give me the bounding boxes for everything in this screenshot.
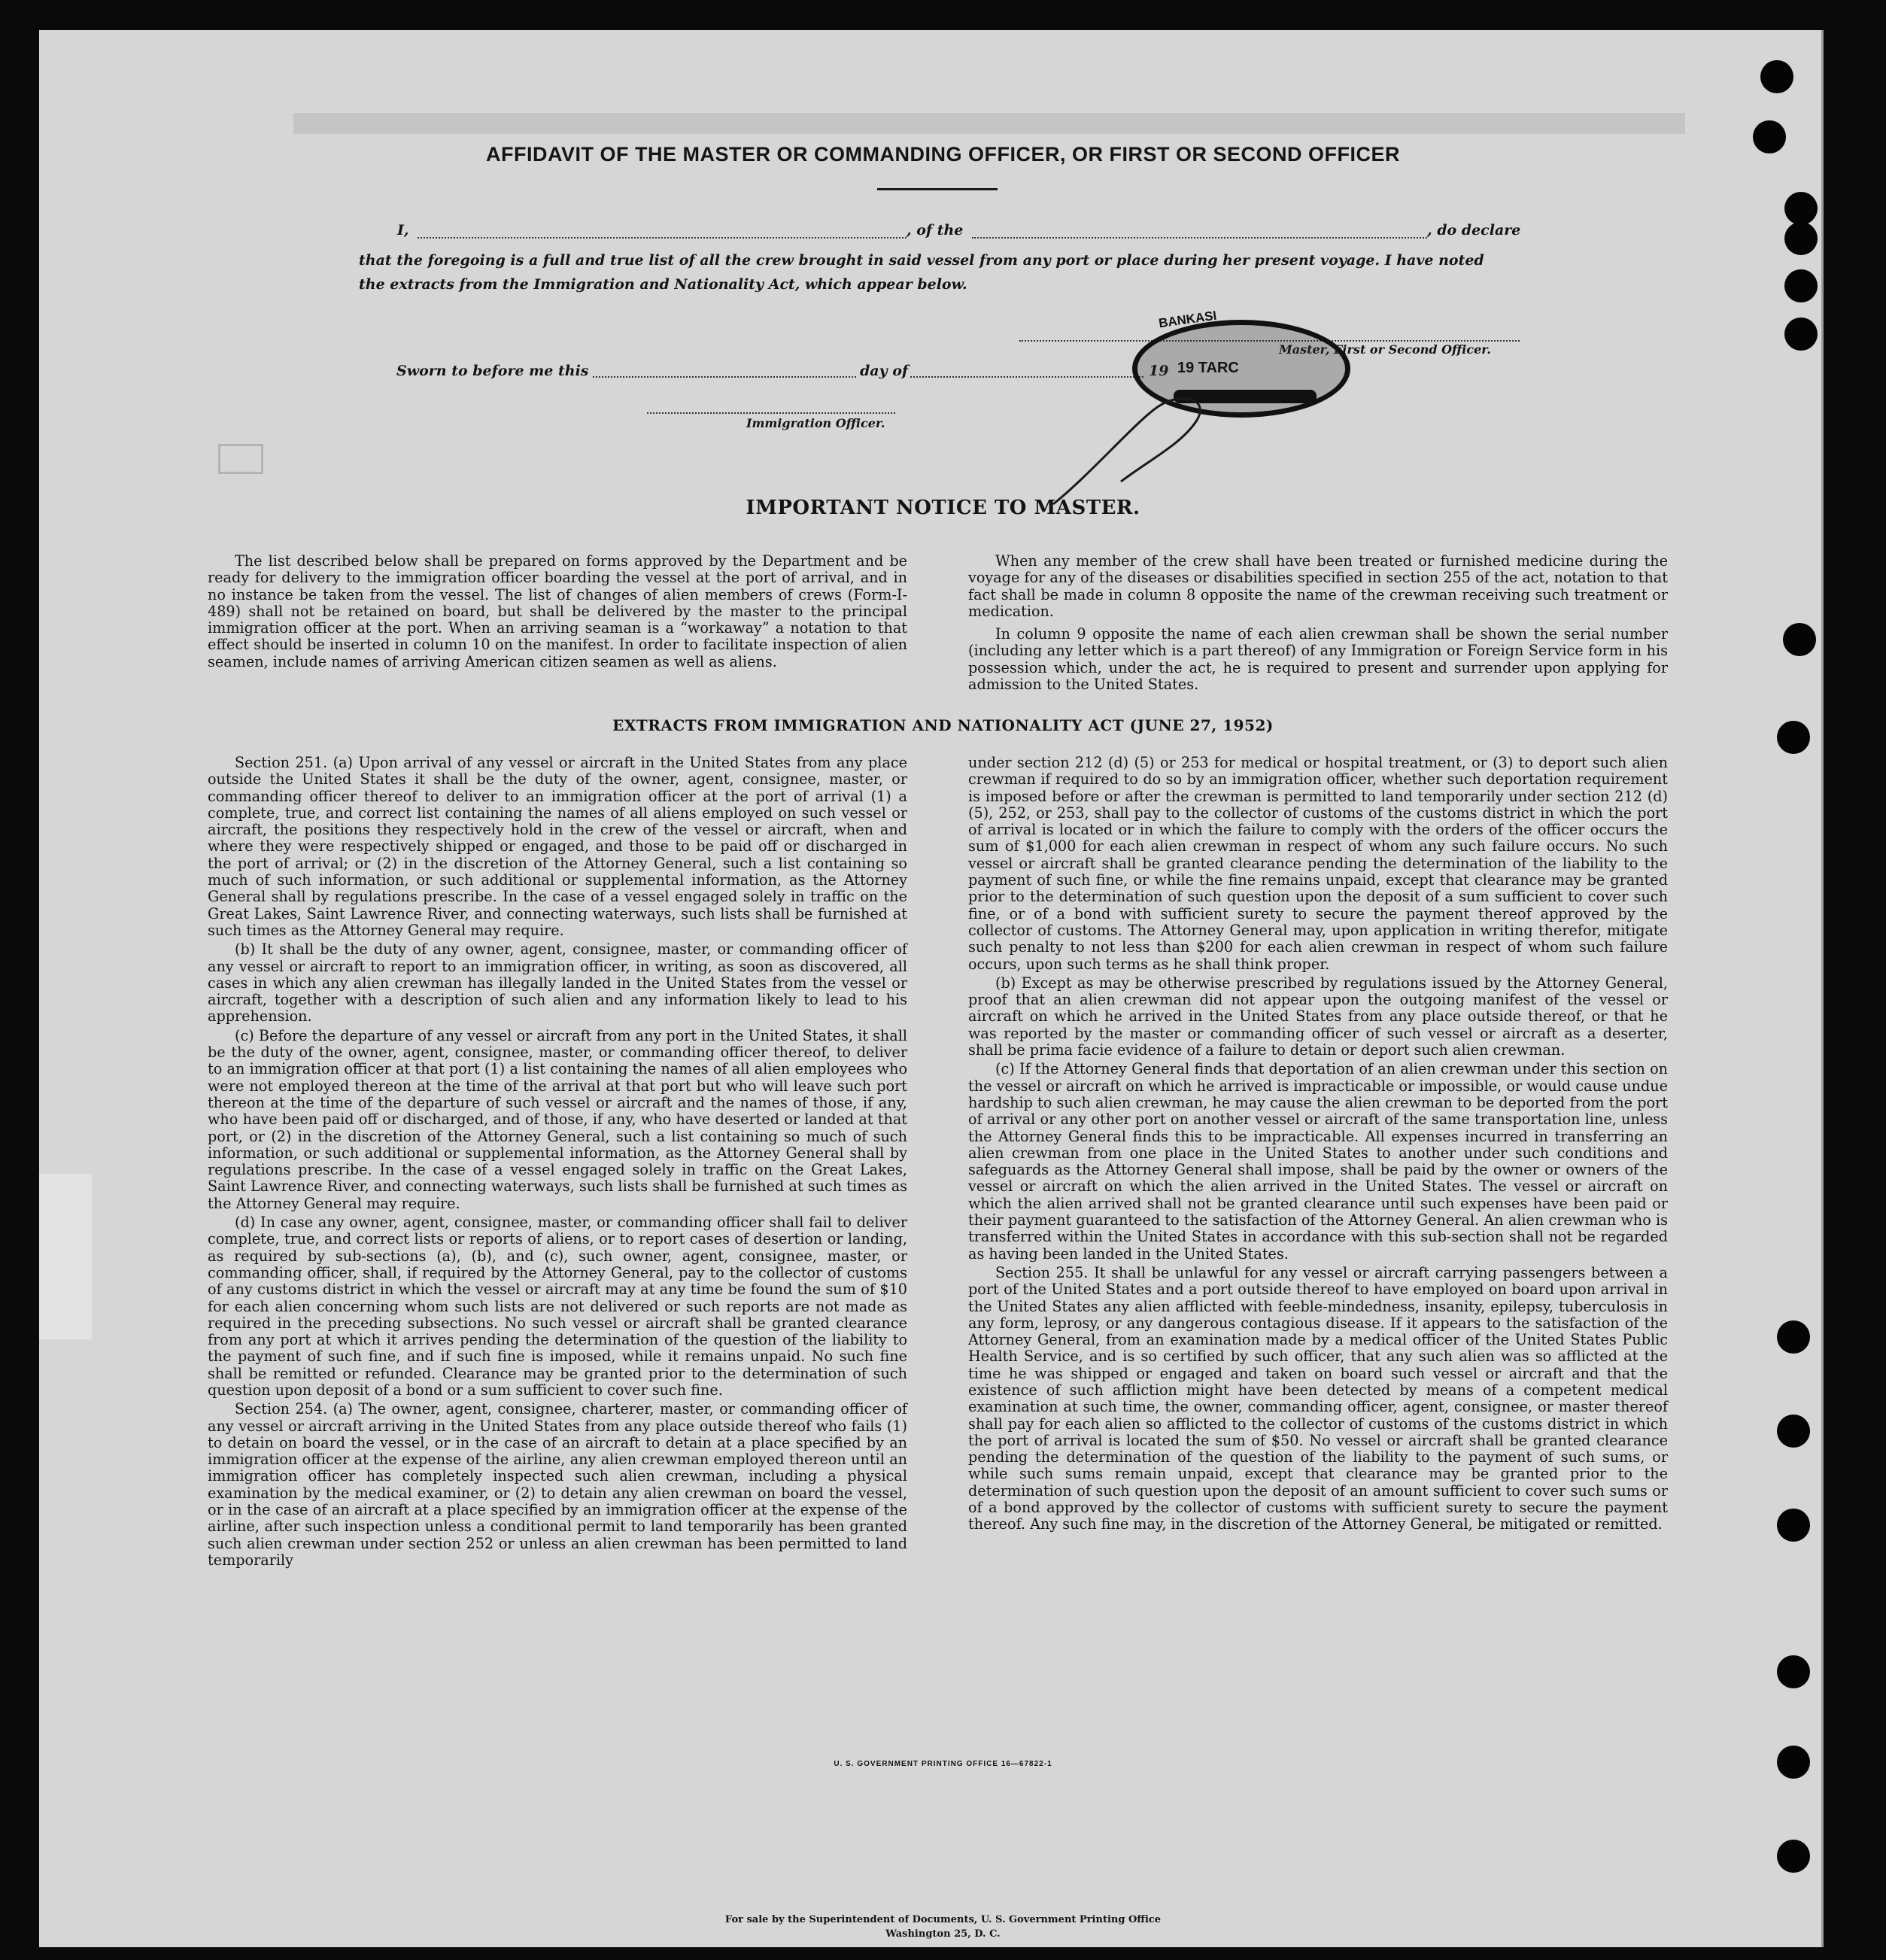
punch-hole xyxy=(1784,222,1818,255)
punch-hole xyxy=(1760,60,1793,93)
affidavit-statement-line: that the foregoing is a full and true list of all the crew brought in said vessel from any port or place during her present voyage. I have noted xyxy=(359,252,1484,269)
affidavit-of-the-label: , of the xyxy=(907,222,964,239)
signature-scribble xyxy=(1046,376,1241,512)
notice-right-paragraph-2: In column 9 opposite the name of each alien crewman shall be shown the serial number (including any letter which is a part thereof) of any Immigration or Foreign Service form in his possession which, under the act, he is required to present and surrender upon applying for admission to the United States. xyxy=(968,625,1668,694)
punch-hole xyxy=(1777,1655,1810,1688)
punch-hole xyxy=(1784,269,1818,302)
stamp-date-text: 19 TARC xyxy=(1177,360,1239,376)
punch-hole xyxy=(1783,623,1816,656)
day-of-label: day of xyxy=(860,363,909,379)
extracts-left-column xyxy=(208,755,907,1571)
affidavit-do-declare-label: , do declare xyxy=(1427,222,1521,239)
affidavit-i-label: I, xyxy=(397,222,409,239)
punch-hole xyxy=(1777,1320,1810,1354)
section-251-c: (c) Before the departure of any vessel or aircraft from any port in the United States, it shall be the duty of the owner, agent, consignee, master, or commanding officer thereof, to deliver to an immigration officer at that port (1) a list containing the names of all alien employees who were not employed thereon at the time of the arrival at that port but who will leave such port thereon at the time of the departure of such vessel or aircraft and the names of those, if any, who have been paid off or discharged, and of those, if any, who have deserted or landed at that port, or (2) in the discretion of the Attorney General, such a list containing so much of such information, or such additional or supplemental information, as the Attorney General shall by regulations prescribe. In the case of a vessel engaged solely in traffic on the Great Lakes, Saint Lawrence River, and connecting waterways, such lists shall be furnished at such times as the Attorney General may require. xyxy=(208,1026,907,1212)
officer-caption: Immigration Officer. xyxy=(746,416,885,430)
bleed-through-band xyxy=(293,113,1685,134)
title-rule xyxy=(877,188,998,190)
notice-right-paragraph-1: When any member of the crew shall have been treated or furnished medicine during the voyage for any of the diseases or disabilities specified in section 255 of the act, notation to that fact shall be made in column 8 opposite the name of the crewman receiving such treatment or medication. xyxy=(968,552,1668,620)
sale-notice xyxy=(0,1913,1886,1941)
notice-title: IMPORTANT NOTICE TO MASTER. xyxy=(746,497,1140,519)
paper-crease xyxy=(39,1174,92,1339)
notice-left-paragraph: The list described below shall be prepared on forms approved by the Department and be ready for delivery to the immigration officer boarding the vessel at the port of arrival, and in no instance be taken from the vessel. The list of changes of alien members of crews (Form-I-489) shall not be retained on board, but shall be delivered by the master to the principal immigration officer at the port. When an arriving seaman is a “workaway” a notation to that effect should be inserted in column 10 on the manifest. In order to facilitate inspection of alien seamen, include names of arriving American citizen seamen as well as aliens. xyxy=(208,552,907,670)
section-254-c: (c) If the Attorney General finds that deportation of an alien crewman under this section on the vessel or aircraft on which he arrived is impracticable or impossible, or would cause undue hardship to such alien crewman, he may cause the alien crewman to be deported from the port of arrival or any other port on another vessel or aircraft of the same transportation line, unless the Attorney General finds this to be impracticable. All expenses incurred in transferring an alien crewman from one place in the United States to another under such conditions and safeguards as the Attorney General shall impose, shall be paid by the owner or owners of the vessel or aircraft on which the alien arrived in the United States. The vessel or aircraft on which the alien arrived shall not be granted clearance until such expenses have been paid or their payment guaranteed to the satisfaction of the Attorney General. An alien crewman who is transferred within the United States in accordance with this sub-section shall not be regarded as having been landed in the United States. xyxy=(968,1060,1668,1263)
section-251-a: Section 251. (a) Upon arrival of any vessel or aircraft in the United States from any place outside the United States it shall be the duty of the owner, agent, consignee, master, or commanding officer thereof to deliver to an immigration officer at the port of arrival (1) a complete, true, and correct list containing the names of all aliens employed on such vessel or aircraft, the positions they respectively hold in the crew of the vessel or aircraft, when and where they were respectively shipped or engaged, and those to be paid off or discharged in the port of arrival; or (2) in the discretion of the Attorney General, such a list containing so much of such information, or such additional or supplemental information, as the Attorney General shall by regulations prescribe. In the case of a vessel engaged solely in traffic on the Great Lakes, Saint Lawrence River, and connecting waterways, such lists shall be furnished at such times as the Attorney General may require. xyxy=(208,754,907,939)
affidavit-title: AFFIDAVIT OF THE MASTER OR COMMANDING OFFICER, OR FIRST OR SECOND OFFICER xyxy=(486,143,1400,166)
sale-line-2: Washington 25, D. C. xyxy=(885,1928,1001,1940)
bleed-through-mark xyxy=(218,444,263,474)
stamp-top-text: BANKASI xyxy=(1157,308,1218,331)
name-field[interactable] xyxy=(418,237,907,239)
sworn-day-field[interactable] xyxy=(593,376,856,378)
punch-hole xyxy=(1784,192,1818,225)
notice-right-column xyxy=(968,553,1668,695)
extracts-title: EXTRACTS FROM IMMIGRATION AND NATIONALITY ACT (JUNE 27, 1952) xyxy=(612,716,1274,734)
affidavit-extracts-line: the extracts from the Immigration and Nationality Act, which appear below. xyxy=(359,276,967,293)
officer-signature-field[interactable] xyxy=(647,412,895,414)
section-254-a: Section 254. (a) The owner, agent, consignee, charterer, master, or commanding officer of any vessel or aircraft arriving in the United States from any place outside thereof who fails (1) to detain on board the vessel, or in the case of an aircraft to detain at a place specified by an immigration officer at the expense of the airline, any alien crewman employed thereon until an immigration officer has completely inspected such alien crewman, including a physical examination by the medical examiner, or (2) to detain any alien crewman on board the vessel, or in the case of an aircraft at a place specified by an immigration officer at the expense of the airline, after such inspection unless a conditional permit to land temporarily has been granted such alien crewman under section 252 or unless an alien crewman has been permitted to land temporarily xyxy=(208,1400,907,1569)
section-251-d: (d) In case any owner, agent, consignee, master, or commanding officer shall fail to deliver complete, true, and correct lists or reports of aliens, or to report cases of desertion or landing, as required by sub-sections (a), (b), and (c), such owner, agent, consignee, master, or commanding officer, shall, if required by the Attorney General, pay to the collector of customs of any customs district in which the vessel or aircraft may at any time be found the sum of $10 for each alien concerning whom such lists are not delivered or such reports are not made as required in the preceding subsections. No such vessel or aircraft shall be granted clearance from any port at which it arrives pending the determination of the question of the liability to the payment of such fine, and if such fine is imposed, while it remains unpaid. No such fine shall be remitted or refunded. Clearance may be granted prior to the determination of such question upon deposit of a bond or a sum sufficient to cover such fine. xyxy=(208,1214,907,1399)
punch-hole xyxy=(1777,1509,1810,1542)
punch-hole xyxy=(1777,1415,1810,1448)
gpo-imprint: U. S. GOVERNMENT PRINTING OFFICE 16—67822-1 xyxy=(834,1760,1052,1768)
punch-hole xyxy=(1784,318,1818,351)
section-254-b: (b) Except as may be otherwise prescribed by regulations issued by the Attorney General, proof that an alien crewman did not appear upon the outgoing manifest of the vessel or aircraft on which he arrived in the United States from any place outside thereof, or that he was reported by the master or commanding officer of such vessel or aircraft as a deserter, shall be prima facie evidence of a failure to detain or deport such alien crewman. xyxy=(968,974,1668,1059)
master-caption: Master, First or Second Officer. xyxy=(1279,342,1491,357)
notice-left-column xyxy=(208,553,907,673)
sworn-label: Sworn to before me this xyxy=(396,363,589,379)
section-254-a-continued: under section 212 (d) (5) or 253 for medical or hospital treatment, or (3) to deport such alien crewman if required to do so by an immigration officer, whether such deportation requirement is imposed before or after the crewman is permitted to land temporarily under section 212 (d) (5), 252, or 253, shall pay to the collector of customs of the customs district in which the port of arrival is located or in which the failure to comply with the orders of the officer occurs the sum of $1,000 for each alien crewman in respect of whom any such failure occurs. No such vessel or aircraft shall be granted clearance pending the determination of the liability to the payment of such fine, or while the fine remains unpaid, except that clearance may be granted prior to the determination of such question upon the deposit of a sum sufficient to cover such fine, or of a bond with sufficient surety to secure the payment thereof approved by the collector of customs. The Attorney General may, upon application in writing therefor, mitigate such penalty to not less than $200 for each alien crewman in respect of whom such failure occurs, upon such terms as he shall think proper. xyxy=(968,754,1668,973)
section-255: Section 255. It shall be unlawful for any vessel or aircraft carrying passengers between a port of the United States and a port outside thereof to have employed on board upon arrival in the United States any alien afflicted with feeble-mindedness, insanity, epilepsy, tuberculosis in any form, leprosy, or any dangerous contagious disease. If it appears to the satisfaction of the Attorney General, from an examination made by a medical officer of the United States Public Health Service, and is so certified by such officer, that any such alien was so afflicted at the time he was shipped or engaged and taken on board such vessel or aircraft and that the existence of such affliction might have been detected by means of a competent medical examination at such time, the owner, commanding officer, agent, consignee, or master thereof shall pay for each alien so afflicted to the collector of customs of the customs district in which the port of arrival is located the sum of $50. No vessel or aircraft shall be granted clearance pending the determination of the question of the liability to the payment of such sums, or while such sums remain unpaid, except that clearance may be granted prior to the determination of such question upon the deposit of an amount sufficient to cover such sums or of a bond approved by the collector of customs with sufficient surety to secure the payment thereof. Any such fine may, in the discretion of the Attorney General, be mitigated or remitted. xyxy=(968,1263,1668,1533)
sale-line-1: For sale by the Superintendent of Documents, U. S. Government Printing Office xyxy=(724,1914,1162,1925)
punch-hole xyxy=(1777,1840,1810,1873)
vessel-field[interactable] xyxy=(972,237,1427,239)
extracts-right-column xyxy=(968,755,1668,1536)
section-251-b: (b) It shall be the duty of any owner, agent, consignee, master, or commanding officer of any vessel or aircraft to report to an immigration officer, in writing, as soon as discovered, all cases in which any alien crewman has illegally landed in the United States from the vessel or aircraft, together with a description of such alien and any information likely to lead to his apprehension. xyxy=(208,940,907,1026)
year-prefix: 19 xyxy=(1149,363,1169,379)
